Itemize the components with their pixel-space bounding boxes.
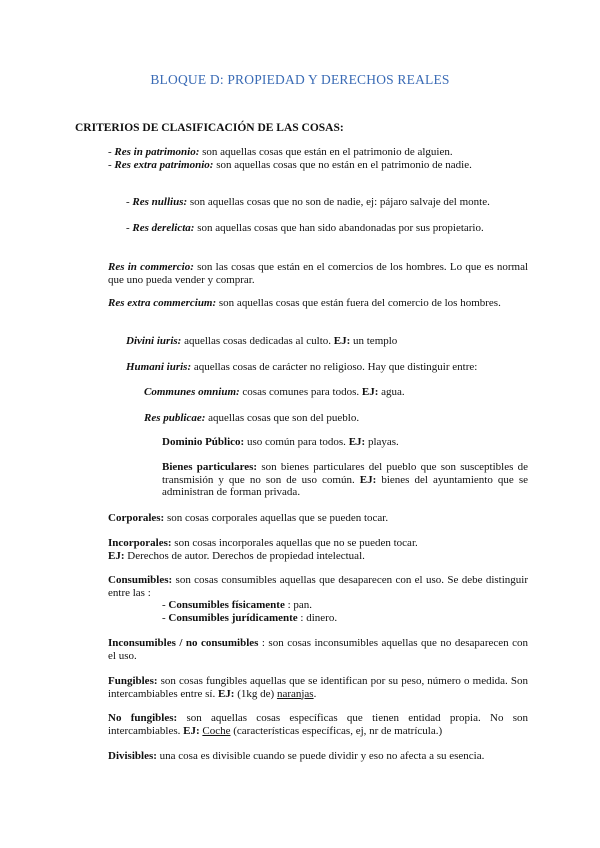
res-in-commercio: Res in commercio: son las cosas que están en el comercios de los hombres. Lo que es normal que uno pueda vender y comprar. bbox=[108, 261, 529, 286]
consumibles-juridicamente: - Consumibles jurídicamente : dinero. bbox=[162, 612, 338, 624]
no-fungibles: No fungibles: son aquellas cosas específicas que tienen entidad propia. No son intercambiables. EJ: Coche (características específicas, ej, nr de matrícula.) bbox=[108, 712, 528, 737]
divisibles: Divisibles: una cosa es divisible cuando se puede dividir y eso no afecta a su esencia. bbox=[108, 750, 485, 762]
divini-iuris: Divini iuris: aquellas cosas dedicadas al culto. EJ: un templo bbox=[126, 335, 398, 347]
res-extra-commercium: Res extra commercium: son aquellas cosas que están fuera del comercio de los hombres. bbox=[108, 297, 501, 309]
incorporales: Incorporales: son cosas incorporales aquellas que no se pueden tocar. EJ: Derechos de autor. Derechos de propiedad intelectual. bbox=[108, 537, 418, 562]
section-heading: CRITERIOS DE CLASIFICACIÓN DE LAS COSAS: bbox=[75, 122, 344, 134]
res-in-patrimonio: - Res in patrimonio: son aquellas cosas que están en el patrimonio de alguien. bbox=[108, 146, 453, 158]
inconsumibles: Inconsumibles / no consumibles : son cosas inconsumibles aquellas que no desaparecen con el uso. bbox=[108, 637, 528, 662]
page-title: BLOQUE D: PROPIEDAD Y DERECHOS REALES bbox=[150, 72, 450, 87]
consumibles: Consumibles: son cosas consumibles aquellas que desaparecen con el uso. Se debe distinguir entre las : bbox=[108, 574, 528, 599]
res-publicae: Res publicae: aquellas cosas que son del pueblo. bbox=[144, 412, 360, 424]
res-nullius: - Res nullius: son aquellas cosas que no son de nadie, ej: pájaro salvaje del monte. bbox=[126, 196, 490, 208]
corporales: Corporales: son cosas corporales aquellas que se pueden tocar. bbox=[108, 512, 389, 524]
res-extra-patrimonio: - Res extra patrimonio: son aquellas cosas que no están en el patrimonio de nadie. bbox=[108, 159, 472, 171]
consumibles-fisicamente: - Consumibles físicamente : pan. bbox=[162, 599, 313, 611]
communes-omnium: Communes omnium: cosas comunes para todos. EJ: agua. bbox=[144, 386, 405, 398]
dominio-publico: Dominio Público: uso común para todos. EJ: playas. bbox=[162, 436, 399, 448]
res-derelicta: - Res derelicta: son aquellas cosas que han sido abandonadas por sus propietario. bbox=[126, 222, 484, 234]
bienes-particulares: Bienes particulares: son bienes particulares del pueblo que son susceptibles de transmisión y que no son de uso común. EJ: bienes del ayuntamiento que se administran de forman privada. bbox=[162, 461, 528, 498]
humani-iuris: Humani iuris: aquellas cosas de carácter no religioso. Hay que distinguir entre: bbox=[126, 361, 478, 373]
fungibles: Fungibles: son cosas fungibles aquellas que se identifican por su peso, número o medida. Son intercambiables entre sí. EJ: (1kg de) naranjas. bbox=[108, 675, 528, 700]
